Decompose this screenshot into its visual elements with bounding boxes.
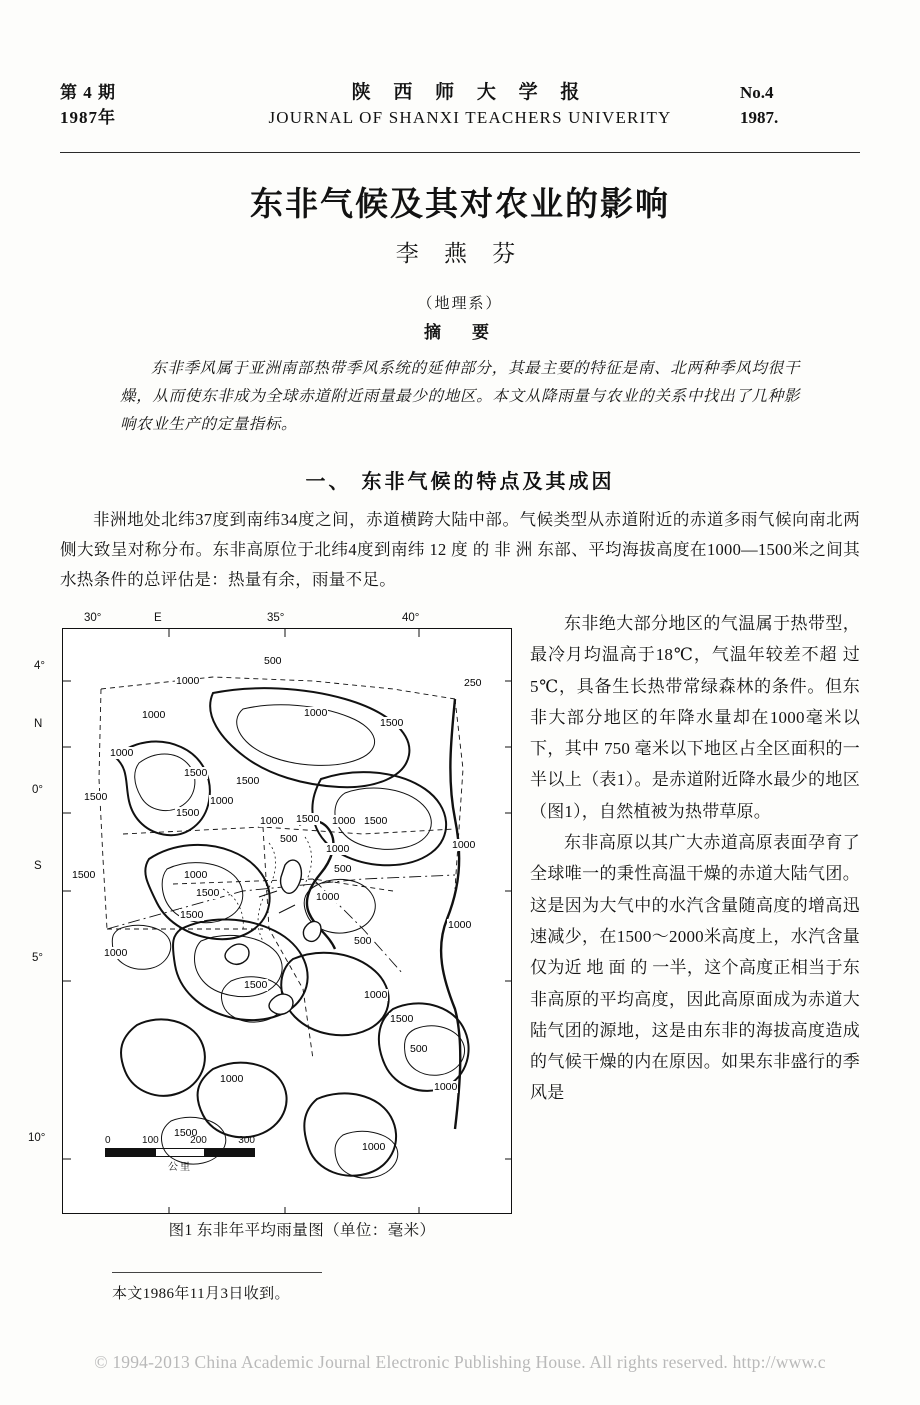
issue-number-en: No.4 — [740, 83, 774, 102]
body-right-column — [530, 608, 860, 1109]
map-top-axis-E: E — [154, 612, 162, 624]
contour-label: 1500 — [184, 767, 208, 779]
year-en: 1987. — [740, 108, 779, 127]
contour-label: 1000 — [104, 947, 128, 959]
contour-label: 500 — [280, 833, 298, 845]
contour-label: 1500 — [176, 807, 200, 819]
body-paragraph-1: 东非绝大部分地区的气温属于热带型，最冷月均温高于18℃，气温年较差不超 过5℃，具备生长热带常绿森林的条件。但东非大部分地区的年降水量却在1000毫米以下，其中 750 毫米以下地区占全区面积的一半以上（表1）。是赤道附近降水最少的地区（图1），自然植被为热带草原。 — [530, 614, 860, 821]
figure-1 — [28, 612, 514, 1239]
contour-label: 500 — [354, 935, 372, 947]
header-divider — [60, 152, 860, 153]
intro-paragraph: 非洲地处北纬37度到南纬34度之间，赤道横跨大陆中部。气候类型从赤道附近的赤道多雨气候向南北两侧大致呈对称分布。东非高原位于北纬4度到南纬 12 度 的 非 洲 东部、平均海拔高度在1000—1500米之间其水热条件的总评估是：热量有余，雨量不足。 — [60, 510, 860, 589]
contour-label: 1000 — [176, 675, 200, 687]
contour-label: 1000 — [332, 815, 356, 827]
contour-label: 500 — [264, 655, 282, 667]
map-left-axis-5S: 5° — [32, 952, 43, 964]
journal-title-en: JOURNAL OF SHANXI TEACHERS UNIVERITY — [268, 108, 672, 127]
map-svg — [63, 629, 512, 1214]
map-left-axis-0: 0° — [32, 784, 43, 796]
contour-label: 1500 — [72, 869, 96, 881]
contour-label: 1000 — [210, 795, 234, 807]
scale-unit: 公里 — [168, 1162, 192, 1173]
contour-label: 1500 — [236, 775, 260, 787]
masthead — [60, 80, 860, 144]
footnote-divider — [112, 1272, 322, 1273]
footnote-text: 本文1986年11月3日收到。 — [112, 1286, 290, 1302]
abstract-paragraph: 东非季风属于亚洲南部热带季风系统的延伸部分，其最主要的特征是南、北两种季风均很干燥，从而使东非成为全球赤道附近雨量最少的地区。本文从降雨量与农业的关系中找出了几种影响农业生产的定量指标。 — [120, 360, 800, 433]
scale-tick: 200 — [190, 1135, 207, 1146]
page-title: 东非气候及其对农业的影响 — [250, 184, 670, 223]
contour-label: 1500 — [174, 1127, 198, 1139]
contour-label: 1000 — [220, 1073, 244, 1085]
scale-tick: 100 — [142, 1135, 159, 1146]
contour-label: 1000 — [434, 1081, 458, 1093]
contour-label: 1000 — [448, 919, 472, 931]
contour-label: 250 — [464, 677, 482, 689]
issue-number-cn: 第 4 期 — [60, 83, 116, 102]
contour-label: 1500 — [390, 1013, 414, 1025]
scale-tick: 300 — [238, 1135, 255, 1146]
contour-label: 1000 — [452, 839, 476, 851]
contour-label: 1500 — [180, 909, 204, 921]
copyright-notice: © 1994-2013 China Academic Journal Electronic Publishing House. All rights reserved. http://www.c — [94, 1352, 826, 1372]
contour-label: 500 — [410, 1043, 428, 1055]
contour-label: 1500 — [296, 813, 320, 825]
map-scale-bar — [105, 1135, 255, 1173]
map-top-axis-30: 30° — [84, 612, 102, 624]
contour-label: 1000 — [316, 891, 340, 903]
contour-label: 1500 — [196, 887, 220, 899]
figure-caption: 图1 东非年平均雨量图（单位：毫米） — [168, 1222, 436, 1239]
scale-tick: 0 — [105, 1135, 111, 1146]
rainfall-contour-map — [62, 628, 512, 1214]
body-paragraph-2: 东非高原以其广大赤道高原表面孕育了全球唯一的秉性高温干燥的赤道大陆气团。这是因为大气中的水汽含量随高度的增高迅速减少，在1500～2000米高度上，水汽含量仅为近 地 面 的 一半，这个高度正相当于东非高原的平均高度，因此高原面成为赤道大陆气团的源地，这是由东非的海拔高度造成的气候干燥的内在原因。如果东非盛行的季风是 — [530, 833, 860, 1103]
intro-text — [60, 505, 860, 595]
contour-label: 1500 — [84, 791, 108, 803]
map-left-axis-10S: 10° — [28, 1132, 46, 1144]
contour-label: 1000 — [304, 707, 328, 719]
masthead-left — [60, 80, 200, 130]
map-top-axis-40: 40° — [402, 612, 420, 624]
contour-label: 1500 — [244, 979, 268, 991]
scale-tick-row — [105, 1135, 255, 1146]
contour-label: 1000 — [110, 747, 134, 759]
map-left-axis-S: S — [34, 860, 42, 872]
abstract-label: 摘 要 — [424, 323, 496, 342]
masthead-right — [740, 80, 860, 130]
contour-label: 1000 — [326, 843, 350, 855]
journal-title-cn: 陕 西 师 大 学 报 — [351, 82, 589, 103]
map-top-axis-35: 35° — [267, 612, 285, 624]
contour-label: 1500 — [364, 815, 388, 827]
author-department: （地理系） — [417, 296, 503, 312]
contour-label: 1000 — [364, 989, 388, 1001]
contour-label: 1000 — [184, 869, 208, 881]
contour-label: 500 — [334, 863, 352, 875]
contour-label: 1000 — [362, 1141, 386, 1153]
contour-label: 1500 — [380, 717, 404, 729]
scale-bar-graphic — [105, 1148, 255, 1157]
contour-label: 1000 — [260, 815, 284, 827]
section-heading: 一、 东非气候的特点及其成因 — [305, 469, 615, 493]
masthead-center — [210, 80, 730, 130]
year-cn: 1987年 — [60, 108, 116, 127]
abstract-text — [120, 355, 800, 439]
contour-label: 1000 — [142, 709, 166, 721]
map-left-axis-N: N — [34, 718, 43, 730]
author-name: 李 燕 芬 — [395, 241, 525, 267]
map-left-axis-4N: 4° — [34, 660, 45, 672]
